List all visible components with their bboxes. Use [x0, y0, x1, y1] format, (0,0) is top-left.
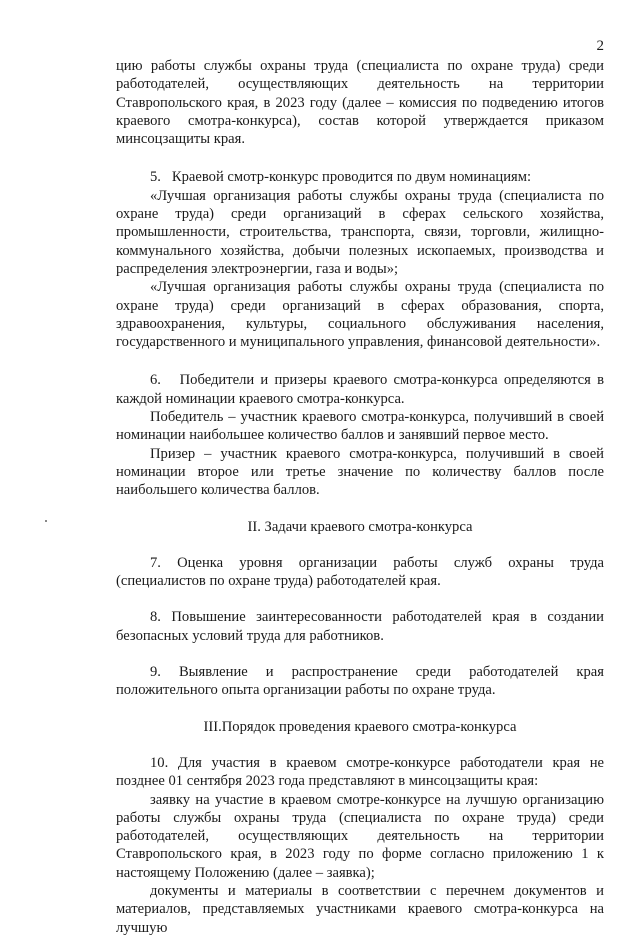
paragraph-item-10: 10. Для участия в краевом смотре-конкурсе работодатели края не позднее 01 сентября 2023 года представляют в минсоцзащиты края: [116, 754, 604, 790]
paragraph-nomination-1: «Лучшая организация работы службы охраны труда (специалиста по охране труда) среди организаций в сферах сельского хозяйства, промышленности, строительства, транспорта, связи, торговли, жилищно-коммунального хозяйства, добычи полезных ископаемых, производства и распределения электроэнергии, газа и воды»; [116, 187, 604, 277]
paragraph-item-5: 5. Краевой смотр-конкурс проводится по двум номинациям: [150, 169, 532, 186]
paragraph-documents: документы и материалы в соответствии с перечнем документов и материалов, представляемых участниками краевого смотра-конкурса на лучшую [116, 882, 604, 936]
paragraph-winner-definition: Победитель – участник краевого смотра-конкурса, получивший в своей номинации наибольшее количество баллов и занявший первое место. [116, 409, 604, 444]
section-heading-tasks: II. Задачи краевого смотра-конкурса [247, 518, 473, 535]
section-heading-procedure: III.Порядок проведения краевого смотра-конкурса [203, 718, 517, 735]
paragraph-item-8: 8. Повышение заинтересованности работодателей края в создании безопасных условий труда для работников. [116, 609, 604, 644]
paragraph-prizewinner-definition: Призер – участник краевого смотра-конкурса, получивший в своей номинации второе или третье значение по количеству баллов после наибольшего количества баллов. [116, 445, 604, 499]
document-body [116, 57, 604, 937]
scan-speck [45, 520, 47, 522]
paragraph-commission-continued: цию работы службы охраны труда (специалиста по охране труда) среди работодателей, осуществляющих деятельность на территории Ставропольского края, в 2023 году (далее – комиссия по подведению итогов краевого смотра-конкурса), состав которой утверждается приказом минсоцзащиты края. [116, 58, 604, 148]
paragraph-nomination-2: «Лучшая организация работы службы охраны труда (специалиста по охране труда) среди организаций в сферах образования, спорта, здравоохранения, культуры, социального обслуживания населения, государственного и муниципального управления, финансовой деятельности». [116, 279, 604, 351]
paragraph-item-9: 9. Выявление и распространение среди работодателей края положительного опыта организации работы по охране труда. [116, 664, 604, 699]
page-number: 2 [596, 38, 604, 54]
paragraph-item-7: 7. Оценка уровня организации работы служб охраны труда (специалистов по охране труда) работодателей края. [116, 554, 604, 590]
paragraph-item-6: 6. Победители и призеры краевого смотра-конкурса определяются в каждой номинации краевого смотра-конкурса. [116, 372, 604, 407]
paragraph-application: заявку на участие в краевом смотре-конкурсе на лучшую организацию работы службы охраны труда (специалиста по охране труда) среди работодателей, осуществляющих деятельность на территории Ставропольского края, в 2023 году по форме согласно приложению 1 к настоящему Положению (далее – заявка); [116, 791, 604, 881]
